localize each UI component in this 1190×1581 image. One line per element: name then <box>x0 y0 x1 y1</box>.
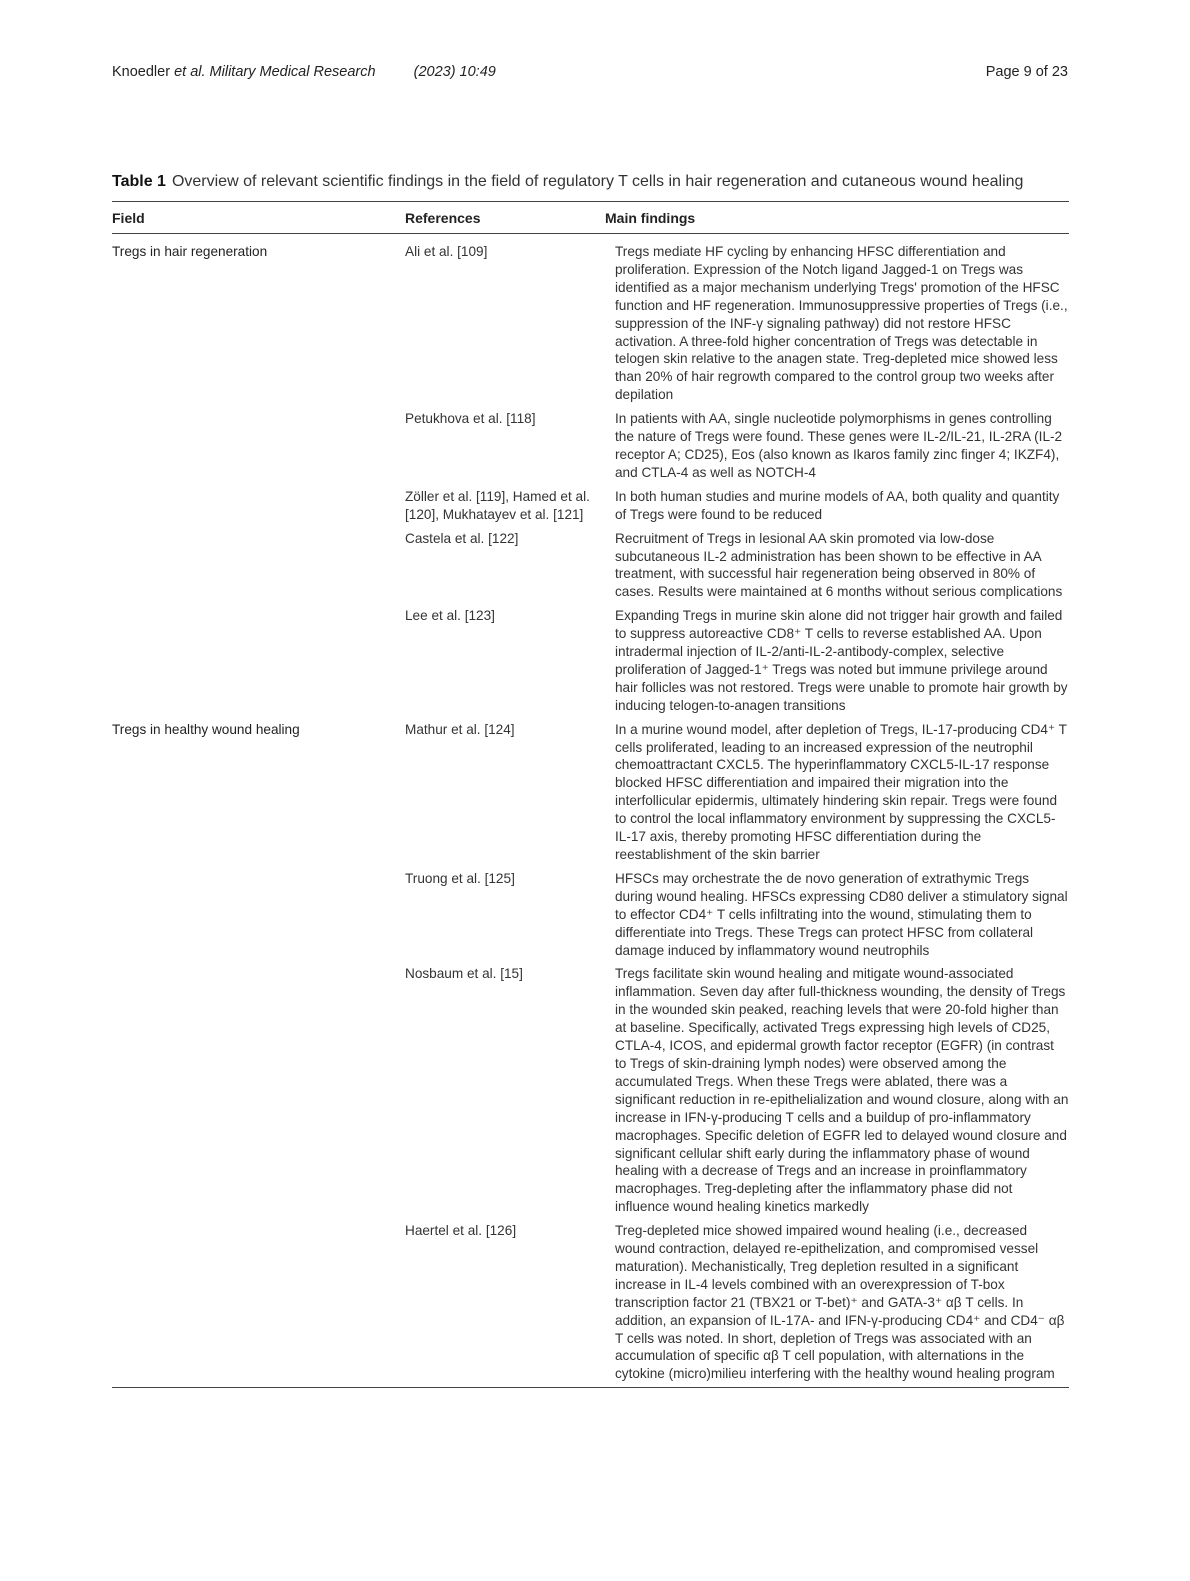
citation-link[interactable]: 123 <box>468 608 492 624</box>
citation-link[interactable]: 109 <box>460 244 484 259</box>
reference-suffix: ] <box>519 966 523 982</box>
reference-author: Zöller et al. [ <box>405 488 480 504</box>
table-row <box>112 965 1069 1216</box>
table-caption-text: Overview of relevant scientific findings in the field of regulatory T cells in hair regeneration and cutaneous wound healing <box>171 173 1024 190</box>
reference-cell <box>405 410 615 482</box>
field-cell <box>112 965 405 1216</box>
table-body <box>112 234 1069 1383</box>
citation-link[interactable]: 124 <box>488 721 511 737</box>
table-row <box>112 607 1069 714</box>
year-volume: (2023) 10:49 <box>413 64 496 80</box>
findings-cell: Tregs facilitate skin wound healing and mitigate wound-associated inflammation. Seven day after full-thickness wounding, the density of Tregs in the wounded skin peaked, reaching levels that were 20-fold higher than at baseline. Specifically, activated Tregs expressing high levels of CD25, CTLA-4, ICOS, and epidermal growth factor receptor (EGFR) (in contrast to Tregs of skin-draining lymph nodes) were observed among the accumulated Tregs. When these Tregs were ablated, there was a significant reduction in re-epithelialization and wound closure, along with an increase in IFN-γ-producing T cells and a buildup of pro-inflammatory macrophages. Specific deletion of EGFR led to delayed wound closure and significant cellular shift early during the inflammatory phase of wound healing with a decrease of Tregs and an increase in proinflammatory macrophages. Treg-depleting after the inflammatory phase did not influence wound healing kinetics markedly <box>615 966 1069 1215</box>
reference-cell <box>405 607 615 714</box>
citation-link[interactable]: 118 <box>510 411 532 427</box>
reference-author: Ali et al. [ <box>405 244 461 259</box>
table-row <box>112 721 1069 864</box>
findings-cell: Recruitment of Tregs in lesional AA skin promoted via low-dose subcutaneous IL-2 administration has been shown to be effective in AA treatment, with successful hair regeneration being observed in 80% of cases. Results were maintained at 6 months without serious complications <box>615 530 1063 600</box>
reference-author: Mathur et al. [ <box>405 721 489 737</box>
table-caption <box>112 173 1072 191</box>
findings-cell: Expanding Tregs in murine skin alone did not trigger hair growth and failed to suppress autoreactive CD8⁺ T cells to reverse established AA. Upon intradermal injection of IL-2/anti-IL-2-antibody-complex, selective proliferation of Jagged-1⁺ Tregs was noted but immune privilege around hair follicles was not restored. Tregs were unable to promote hair growth by inducing telogen-to-anagen transitions <box>615 608 1068 713</box>
table-row <box>112 410 1069 482</box>
reference-suffix: ] <box>510 721 515 737</box>
reference-cell <box>405 243 615 404</box>
reference-suffix: ] <box>531 411 536 427</box>
page-number: Page 9 of 23 <box>985 64 1068 80</box>
table-row <box>112 870 1069 960</box>
bottom-rule <box>112 1387 1069 1388</box>
field-cell: Tregs in healthy wound healing <box>112 721 300 737</box>
reference-author: Nosbaum et al. [ <box>405 966 504 982</box>
field-cell <box>112 1222 405 1383</box>
field-cell: Tregs in hair regeneration <box>112 244 268 259</box>
reference-suffix: ] <box>514 530 519 546</box>
reference-author: Castela et al. [ <box>405 530 492 546</box>
field-cell <box>112 488 405 524</box>
findings-table <box>112 201 1069 1388</box>
findings-cell: In patients with AA, single nucleotide polymorphisms in genes controlling the nature of Tregs were found. These genes were IL-2/IL-21, IL-2RA (IL-2 receptor A; CD25), Eos (also known as Ikaros family zinc finger 4; IKZF4), and CTLA-4 as well as NOTCH-4 <box>615 411 1063 480</box>
table-label: Table 1 <box>112 173 166 190</box>
citation-link[interactable]: 119 <box>479 488 502 504</box>
column-header-field: Field <box>112 209 145 226</box>
field-cell <box>112 870 405 960</box>
page-header <box>112 64 1068 80</box>
findings-cell: Tregs mediate HF cycling by enhancing HFSC differentiation and proliferation. Expression of the Notch ligand Jagged-1 on Tregs was identified as a major mechanism underlying Tregs' promotion of the HFSC function and HF regeneration. Immunosuppressive properties of Tregs (i.e., suppression of the INF-γ signaling pathway) did not restore HFSC activation. A three-fold higher concentration of Tregs was detectable in telogen skin relative to the anagen state. Treg-depleted mice showed less than 20% of hair regrowth compared to the control group two weeks after depilation <box>615 244 1068 403</box>
reference-cell <box>405 721 615 864</box>
reference-cell <box>405 965 615 1216</box>
citation-link[interactable]: 15 <box>503 966 520 982</box>
reference-author: Lee et al. [ <box>405 608 469 624</box>
reference-author: Haertel et al. [ <box>405 1223 490 1239</box>
table-row <box>112 488 1069 524</box>
findings-cell: In a murine wound model, after depletion of Tregs, IL-17-producing CD4⁺ T cells proliferated, leading to an increased expression of the neutrophil chemoattractant CXCL5. The hyperinflammatory CXCL5-IL-17 response blocked HFSC differentiation and impaired their migration into the interfollicular epidermis, ultimately hindering skin repair. Tregs were found to control the local inflammatory environment by suppressing the CXCL5-IL-17 axis, thereby promoting HFSC differentiation during the reestablishment of the skin barrier <box>615 721 1067 862</box>
field-cell <box>112 410 405 482</box>
table-row <box>112 530 1069 602</box>
reference-cell <box>405 488 615 524</box>
reference-cell <box>405 870 615 960</box>
reference-suffix: ] <box>483 244 488 259</box>
journal-name: et al. Military Medical Research <box>174 64 376 80</box>
reference-cell <box>405 1222 615 1383</box>
reference-suffix: ] <box>511 870 515 886</box>
citation-link[interactable]: 126 <box>489 1223 513 1239</box>
running-head <box>112 64 496 80</box>
citation-link[interactable]: 125 <box>488 870 512 886</box>
citation-link[interactable]: 122 <box>491 530 515 546</box>
findings-cell: HFSCs may orchestrate the de novo generation of extrathymic Tregs during wound healing. HFSCs expressing CD80 deliver a stimulatory signal to effector CD4⁺ T cells infiltrating into the wound, stimulating them to differentiate into Tregs. These Tregs can protect HFSC from collateral damage induced by inflammatory wound neutrophils <box>615 870 1068 958</box>
reference-suffix: ], Hamed et al. [120], Mukhatayev et al. [121] <box>405 488 590 522</box>
column-header-findings: Main findings <box>605 209 696 226</box>
column-header-references: References <box>405 209 481 226</box>
findings-cell: In both human studies and murine models of AA, both quality and quantity of Tregs were found to be reduced <box>615 488 1060 522</box>
field-cell <box>112 607 405 714</box>
reference-suffix: ] <box>512 1223 517 1239</box>
findings-cell: Treg-depleted mice showed impaired wound healing (i.e., decreased wound contraction, delayed re-epithelization, and compromised vessel maturation). Mechanistically, Treg depletion resulted in a significant increase in IL-4 levels combined with an overexpression of T-box transcription factor 21 (TBX21 or T-bet)⁺ and GATA-3⁺ αβ T cells. In addition, an expansion of IL-17A- and IFN-γ-producing CD4⁺ and CD4⁻ αβ T cells was noted. In short, depletion of Tregs was associated with an accumulation of specific αβ T cell population, with alternations in the cytokine (micro)milieu interfering with the healthy wound healing program <box>615 1223 1065 1382</box>
reference-cell <box>405 530 615 602</box>
table-header <box>112 202 1069 233</box>
reference-author: Petukhova et al. [ <box>405 411 511 427</box>
table-row <box>112 243 1069 404</box>
reference-suffix: ] <box>491 608 495 624</box>
field-cell <box>112 530 405 602</box>
table-row <box>112 1222 1069 1383</box>
reference-author: Truong et al. [ <box>405 870 489 886</box>
author: Knoedler <box>112 64 171 80</box>
